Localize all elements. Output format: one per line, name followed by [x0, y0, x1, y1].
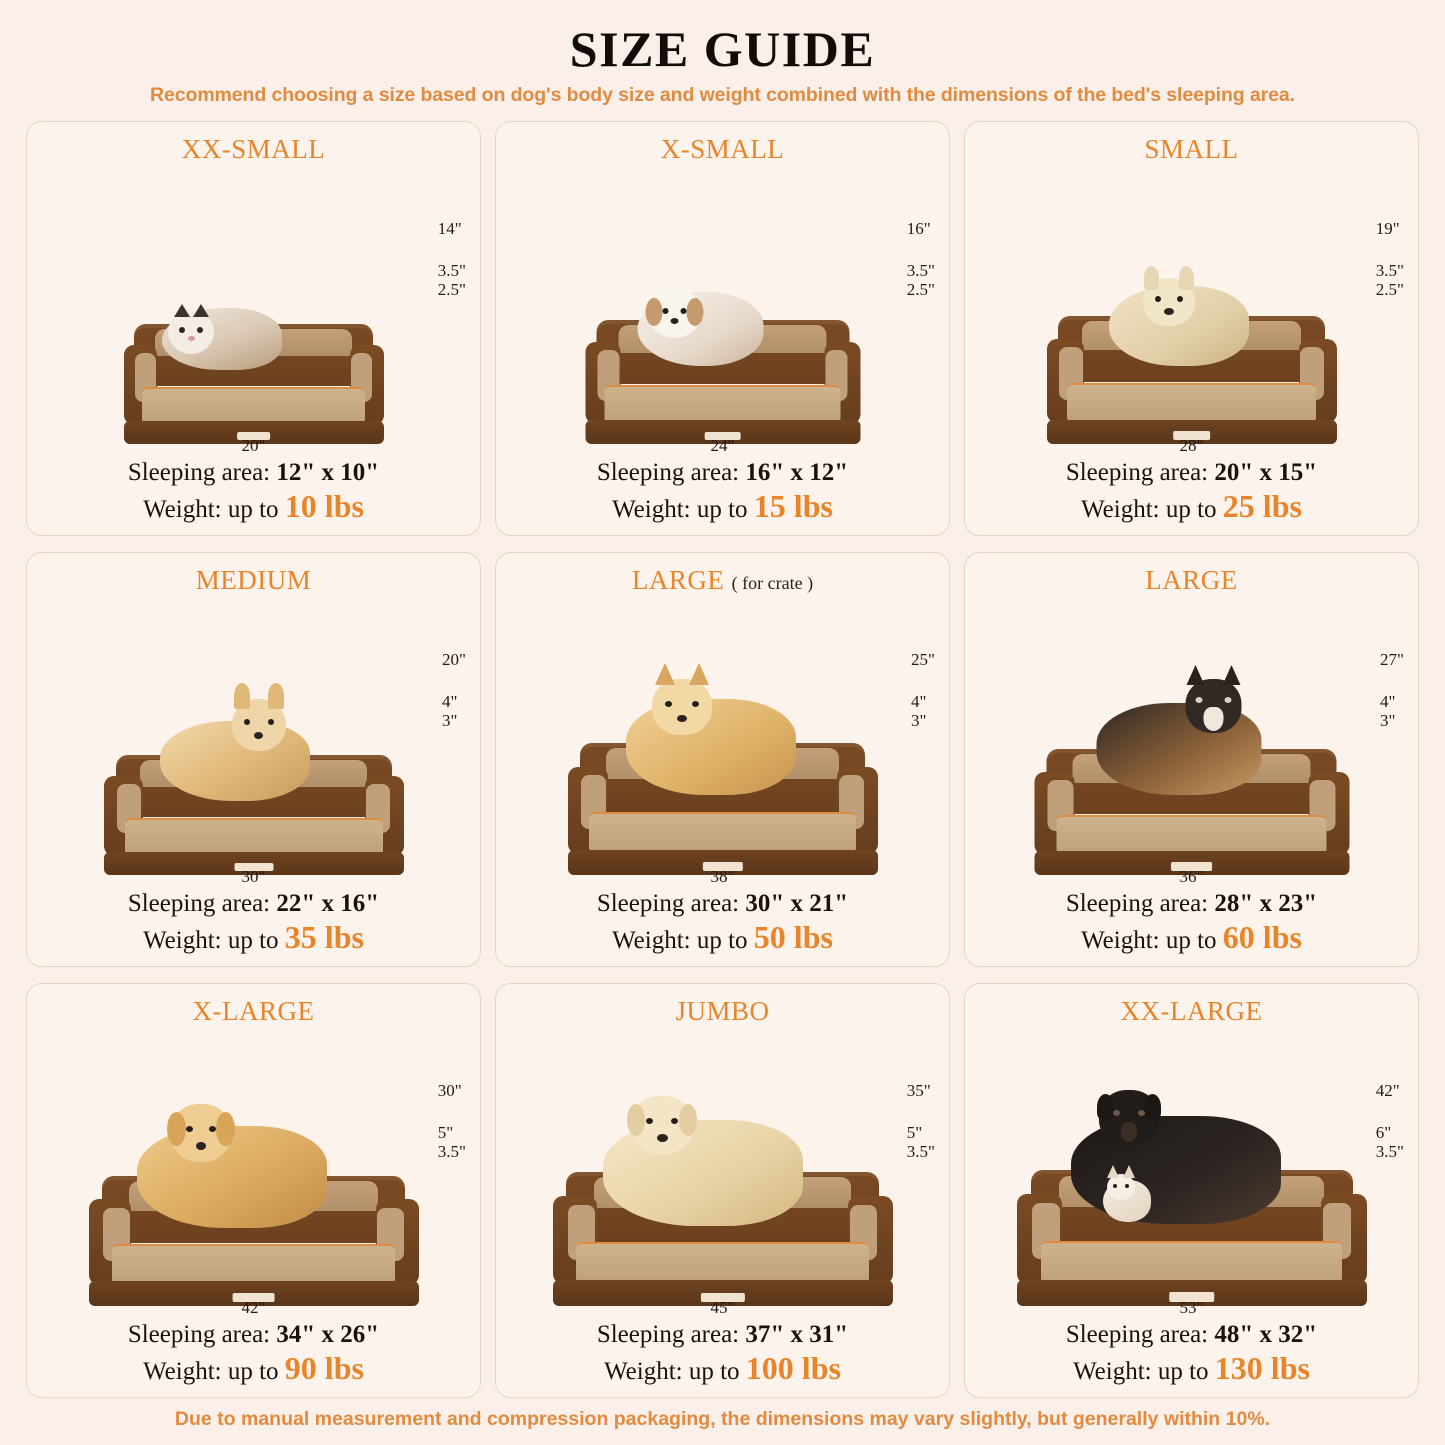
dog-bed-graphic [104, 755, 404, 875]
pet-nose [254, 732, 263, 739]
height-mid-value: 5" [906, 1122, 923, 1142]
weight-spec: Weight: up to 100 lbs [604, 1349, 841, 1386]
bed-illustration [506, 1029, 939, 1318]
pet-rottweiler [1071, 1116, 1281, 1224]
height-mid-value: 3.5" [437, 260, 466, 280]
pet-eye-right [680, 308, 686, 314]
pet-head [232, 699, 286, 751]
weight-spec: Weight: up to 50 lbs [612, 918, 833, 955]
width-dimension: 36" [1179, 866, 1204, 886]
bed-illustration [975, 167, 1408, 456]
pet-eye-right [692, 701, 699, 707]
pet-eye-left [1113, 1110, 1120, 1116]
bed-illustration [37, 598, 470, 887]
height-mid-value: 3.5" [1375, 260, 1404, 280]
width-dimension: 53" [1179, 1297, 1204, 1317]
pet-head [168, 310, 214, 354]
size-card [964, 983, 1419, 1398]
height-low-value: 3.5" [437, 1142, 466, 1162]
depth-value: 19" [1375, 219, 1400, 238]
pet-ear-right [1179, 266, 1194, 290]
bed-cushion [1067, 383, 1316, 423]
pet-nose [677, 715, 687, 722]
dog-bed-graphic [124, 324, 384, 444]
pet-french-bulldog [1109, 286, 1249, 366]
dog-bed-graphic [1047, 316, 1337, 444]
size-card [26, 121, 481, 536]
pet-ear-left [627, 1104, 645, 1136]
weight-spec: Weight: up to 15 lbs [612, 487, 833, 524]
pet-corgi [160, 721, 310, 801]
bed-illustration [975, 598, 1408, 887]
weight-spec: Weight: up to 25 lbs [1081, 487, 1302, 524]
pet-eye-left [646, 1118, 653, 1124]
bed-cushion [125, 818, 383, 856]
pet-head [1099, 1090, 1159, 1146]
width-dimension: 24" [710, 435, 735, 455]
pet-golden-retriever [137, 1126, 327, 1228]
card-title: JUMBO [675, 996, 770, 1026]
dog-bed-graphic [1017, 1170, 1367, 1306]
height-low-value: 3" [442, 711, 458, 731]
height-dimensions [1380, 650, 1404, 731]
height-dimensions [438, 1081, 466, 1162]
pet-head [647, 288, 701, 338]
pet-eye-left [179, 327, 185, 333]
weight-spec: Weight: up to 60 lbs [1081, 918, 1302, 955]
pet-ear-right [193, 304, 209, 317]
width-dimension: 30" [241, 866, 266, 886]
sleeping-area: Sleeping area: 48" x 32" [1065, 1320, 1318, 1348]
size-card [964, 121, 1419, 536]
sleeping-area: Sleeping area: 28" x 23" [1065, 889, 1318, 917]
pet-border-collie [1096, 703, 1261, 795]
pet-eye-left [244, 719, 250, 725]
height-mid-value: 5" [437, 1122, 454, 1142]
width-dimension: 42" [241, 1297, 266, 1317]
height-low-value: 2.5" [906, 280, 935, 300]
pet-muzzle [1121, 1122, 1137, 1142]
dog-bed-graphic [1034, 749, 1349, 875]
height-dimensions [1376, 219, 1404, 300]
height-low-value: 3.5" [906, 1142, 935, 1162]
pet-eye-right [671, 1118, 678, 1124]
size-card [26, 983, 481, 1398]
pet-ear-right [216, 1112, 235, 1146]
pet-head [1143, 278, 1195, 326]
depth-value: 30" [437, 1081, 462, 1100]
weight-spec: Weight: up to 90 lbs [143, 1349, 364, 1386]
height-dimensions [907, 219, 935, 300]
pet-head [631, 1096, 693, 1154]
pet-ear-right [679, 1104, 697, 1136]
height-low-value: 2.5" [1375, 280, 1404, 300]
pet-ear-right [686, 298, 703, 326]
pet-ear-left [655, 663, 675, 685]
pet-nose [657, 1134, 668, 1142]
page-subtitle: Recommend choosing a size based on dog's body size and weight combined with the dimensions of the bed's sleeping area. [150, 84, 1295, 106]
pet-ear-right [1123, 1165, 1135, 1178]
card-title: SMALL [1144, 134, 1239, 164]
height-mid-value: 4" [442, 691, 458, 711]
size-card [495, 983, 950, 1398]
pet-ear-right [689, 663, 709, 685]
height-dimensions [438, 219, 466, 300]
bed-illustration [37, 1029, 470, 1318]
pet-eye-right [1125, 1184, 1129, 1188]
pet-eye-left [1155, 296, 1161, 302]
pet-head [652, 679, 712, 735]
dog-bed-graphic [568, 743, 878, 875]
height-low-value: 3" [1380, 711, 1396, 731]
size-card-grid [26, 121, 1419, 1398]
card-title: XX-LARGE [1120, 996, 1263, 1026]
pet-shiba-inu [626, 699, 796, 795]
pet-head [171, 1104, 231, 1162]
bed-illustration [975, 1029, 1408, 1318]
pet-shih-tzu [637, 292, 763, 366]
pet-nose [670, 318, 678, 324]
pet-eye-right [268, 719, 274, 725]
pet-head [1185, 679, 1241, 733]
card-title: MEDIUM [195, 565, 312, 595]
pet-eye-right [1224, 697, 1231, 703]
depth-value: 16" [906, 219, 931, 238]
card-title: LARGE ( for crate ) [631, 565, 814, 595]
pet-ear-left [174, 304, 190, 317]
dog-bed-graphic [553, 1172, 893, 1306]
depth-value: 27" [1380, 650, 1404, 669]
size-card [495, 121, 950, 536]
height-dimensions [1376, 1081, 1404, 1162]
bed-illustration [506, 167, 939, 456]
pet-nose [1164, 308, 1174, 315]
dog-bed-graphic [89, 1176, 419, 1306]
height-low-value: 3" [911, 711, 927, 731]
width-dimension: 38" [710, 866, 735, 886]
height-dimensions [442, 650, 466, 731]
size-card [26, 552, 481, 967]
sleeping-area: Sleeping area: 20" x 15" [1065, 458, 1318, 486]
height-mid-value: 3.5" [906, 260, 935, 280]
card-title: LARGE [1145, 565, 1238, 595]
pet-nose [196, 1142, 206, 1150]
bed-illustration [37, 167, 470, 456]
depth-value: 35" [906, 1081, 931, 1100]
sleeping-area: Sleeping area: 37" x 31" [596, 1320, 849, 1348]
dog-bed-graphic [585, 320, 860, 444]
pet-head [1107, 1174, 1135, 1200]
pet-nose [188, 336, 195, 341]
card-title: X-SMALL [660, 134, 785, 164]
bed-cushion [1041, 1241, 1342, 1284]
pet-ear-left [1097, 1094, 1114, 1120]
disclaimer-note: Due to manual measurement and compression packaging, the dimensions may vary slightly, but generally within 10%. [174, 1408, 1271, 1430]
sleeping-area: Sleeping area: 16" x 12" [596, 458, 849, 486]
bed-cushion [112, 1244, 396, 1285]
height-low-value: 3.5" [1375, 1142, 1404, 1162]
sleeping-area: Sleeping area: 34" x 26" [127, 1320, 380, 1348]
pet-chihuahua [1103, 1180, 1151, 1222]
height-mid-value: 4" [911, 691, 927, 711]
pet-eye-right [1177, 296, 1183, 302]
weight-spec: Weight: up to 130 lbs [1073, 1349, 1310, 1386]
bed-cushion [1056, 815, 1327, 855]
pet-ear-left [645, 298, 662, 326]
pet-ear-left [1186, 665, 1204, 685]
pet-labrador [603, 1120, 803, 1226]
bed-cushion [142, 387, 366, 425]
pet-cat [162, 308, 282, 370]
depth-value: 14" [437, 219, 462, 238]
size-card [964, 552, 1419, 967]
height-low-value: 2.5" [437, 280, 466, 300]
bed-illustration [506, 598, 939, 887]
pet-eye-right [197, 327, 203, 333]
pet-eye-left [186, 1126, 193, 1132]
card-title: X-LARGE [192, 996, 315, 1026]
width-dimension: 45" [710, 1297, 735, 1317]
pet-ear-right [1222, 665, 1240, 685]
width-dimension: 20" [241, 435, 266, 455]
depth-value: 25" [911, 650, 935, 669]
depth-value: 20" [442, 650, 466, 669]
pet-eye-left [1113, 1184, 1117, 1188]
bed-cushion [604, 385, 841, 424]
bed-cushion [576, 1242, 868, 1284]
pet-ear-right [1144, 1094, 1161, 1120]
pet-eye-right [209, 1126, 216, 1132]
weight-spec: Weight: up to 35 lbs [143, 918, 364, 955]
sleeping-area: Sleeping area: 30" x 21" [596, 889, 849, 917]
pet-ear-left [234, 683, 250, 709]
weight-spec: Weight: up to 10 lbs [143, 487, 364, 524]
height-mid-value: 6" [1375, 1122, 1392, 1142]
height-dimensions [911, 650, 935, 731]
page-title: SIZE GUIDE [569, 21, 876, 77]
pet-eye-right [1138, 1110, 1145, 1116]
pet-muzzle [1203, 707, 1223, 731]
pet-ear-left [1144, 266, 1159, 290]
sleeping-area: Sleeping area: 22" x 16" [127, 889, 380, 917]
depth-value: 42" [1375, 1081, 1400, 1100]
height-dimensions [907, 1081, 935, 1162]
pet-ear-right [268, 683, 284, 709]
size-card [495, 552, 950, 967]
pet-eye-left [665, 701, 672, 707]
pet-ear-left [1107, 1165, 1119, 1178]
width-dimension: 28" [1179, 435, 1204, 455]
pet-eye-left [1195, 697, 1202, 703]
card-title: XX-SMALL [181, 134, 326, 164]
pet-ear-left [167, 1112, 186, 1146]
height-mid-value: 4" [1380, 691, 1396, 711]
pet-eye-left [662, 308, 668, 314]
sleeping-area: Sleeping area: 12" x 10" [127, 458, 380, 486]
bed-cushion [589, 812, 856, 854]
